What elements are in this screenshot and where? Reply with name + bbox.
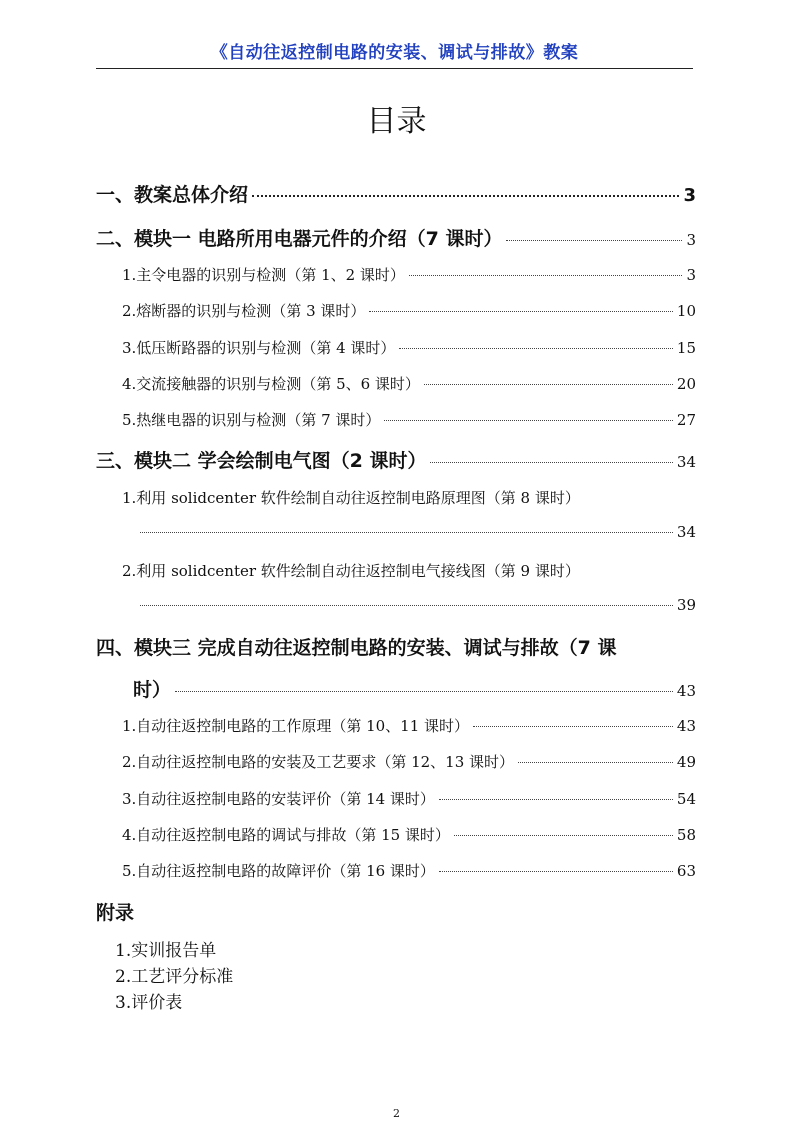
toc-entry-2-3[interactable] (122, 337, 696, 358)
toc-entry-text: 5.自动往返控制电路的故障评价（第 16 课时） (122, 862, 435, 880)
appendix-item-1: 1.实训报告单 (115, 941, 217, 961)
toc-entry-4-2[interactable] (122, 751, 696, 772)
toc-entry-2-1[interactable] (122, 264, 696, 285)
toc-leader-dots (518, 762, 673, 763)
toc-entry-2-4[interactable] (122, 373, 696, 394)
toc-entry-text: 1.自动往返控制电路的工作原理（第 10、11 课时） (122, 717, 470, 735)
toc-leader-dots (140, 605, 673, 606)
toc-entry-page: 58 (676, 826, 696, 844)
toc-entry-text: 3.低压断路器的识别与检测（第 4 课时） (122, 339, 396, 357)
toc-entry-page: 10 (676, 302, 696, 320)
toc-entry-section-3[interactable] (96, 446, 696, 473)
toc-leader-dots (384, 420, 673, 421)
toc-entry-page: 20 (676, 375, 696, 393)
toc-entry-page: 43 (676, 717, 696, 735)
toc-entry-text: 二、模块一 电路所用电器元件的介绍（7 课时） (96, 228, 503, 250)
toc-entry-page: 34 (676, 453, 696, 471)
document-header-title: 《自动往返控制电路的安装、调试与排故》教案 (210, 43, 579, 63)
appendix-item-2: 2.工艺评分标准 (115, 967, 234, 987)
toc-entry-section-2[interactable] (96, 224, 696, 251)
toc-leader-dots (473, 726, 673, 727)
toc-entry-page: 54 (676, 790, 696, 808)
toc-entry-text: 3.自动往返控制电路的安装评价（第 14 课时） (122, 790, 435, 808)
toc-entry-page: 27 (676, 411, 696, 429)
toc-entry-section-1[interactable] (96, 180, 696, 207)
toc-entry-page: 39 (676, 596, 696, 614)
toc-leader-dots (252, 195, 679, 197)
toc-leader-dots (175, 691, 673, 692)
toc-leader-dots (424, 384, 673, 385)
toc-leader-dots (439, 799, 673, 800)
toc-entry-2-5[interactable] (122, 409, 696, 430)
toc-entry-4-5[interactable] (122, 860, 696, 881)
toc-entry-page: 3 (683, 185, 696, 206)
toc-entry-3-1-leader-row[interactable] (140, 523, 696, 541)
toc-entry-page: 15 (676, 339, 696, 357)
toc-entry-page: 49 (676, 753, 696, 771)
toc-entry-page: 63 (676, 862, 696, 880)
toc-entry-4-3[interactable] (122, 788, 696, 809)
toc-entry-text: 2.自动往返控制电路的安装及工艺要求（第 12、13 课时） (122, 753, 515, 771)
toc-entry-3-2-leader-row[interactable] (140, 596, 696, 614)
toc-leader-dots (454, 835, 673, 836)
toc-leader-dots (409, 275, 683, 276)
appendix-item-3: 3.评价表 (115, 993, 183, 1013)
toc-entry-4-1[interactable] (122, 715, 696, 736)
toc-entry-text: 时） (133, 679, 172, 701)
toc-entry-page: 3 (686, 231, 696, 249)
toc-entry-page: 43 (676, 682, 696, 700)
toc-entry-text: 4.自动往返控制电路的调试与排故（第 15 课时） (122, 826, 450, 844)
toc-entry-section-4-line1[interactable]: 四、模块三 完成自动往返控制电路的安装、调试与排故（7 课 (96, 637, 617, 659)
toc-leader-dots (399, 348, 673, 349)
toc-entry-text: 2.熔断器的识别与检测（第 3 课时） (122, 302, 366, 320)
toc-leader-dots (506, 240, 682, 241)
page-number: 2 (393, 1107, 400, 1120)
toc-leader-dots (369, 311, 673, 312)
toc-entry-4-4[interactable] (122, 824, 696, 845)
toc-entry-3-2-text[interactable]: 2.利用 solidcenter 软件绘制自动往返控制电气接线图（第 9 课时） (122, 562, 580, 580)
toc-entry-3-1-text[interactable]: 1.利用 solidcenter 软件绘制自动往返控制电路原理图（第 8 课时） (122, 489, 580, 507)
toc-entry-text: 4.交流接触器的识别与检测（第 5、6 课时） (122, 375, 420, 393)
toc-entry-section-4-line2[interactable] (133, 675, 696, 702)
toc-leader-dots (430, 462, 672, 463)
toc-entry-page: 34 (676, 523, 696, 541)
toc-entry-text: 1.主令电器的识别与检测（第 1、2 课时） (122, 266, 405, 284)
toc-entry-text: 三、模块二 学会绘制电气图（2 课时） (96, 450, 427, 472)
toc-leader-dots (140, 532, 673, 533)
toc-entry-2-2[interactable] (122, 300, 696, 321)
toc-entry-text: 5.热继电器的识别与检测（第 7 课时） (122, 411, 381, 429)
toc-title: 目录 (366, 104, 427, 139)
header-divider (96, 68, 693, 69)
toc-entry-page: 3 (686, 266, 696, 284)
toc-leader-dots (439, 871, 673, 872)
appendix-title: 附录 (96, 902, 135, 924)
toc-entry-text: 一、教案总体介绍 (96, 184, 249, 206)
